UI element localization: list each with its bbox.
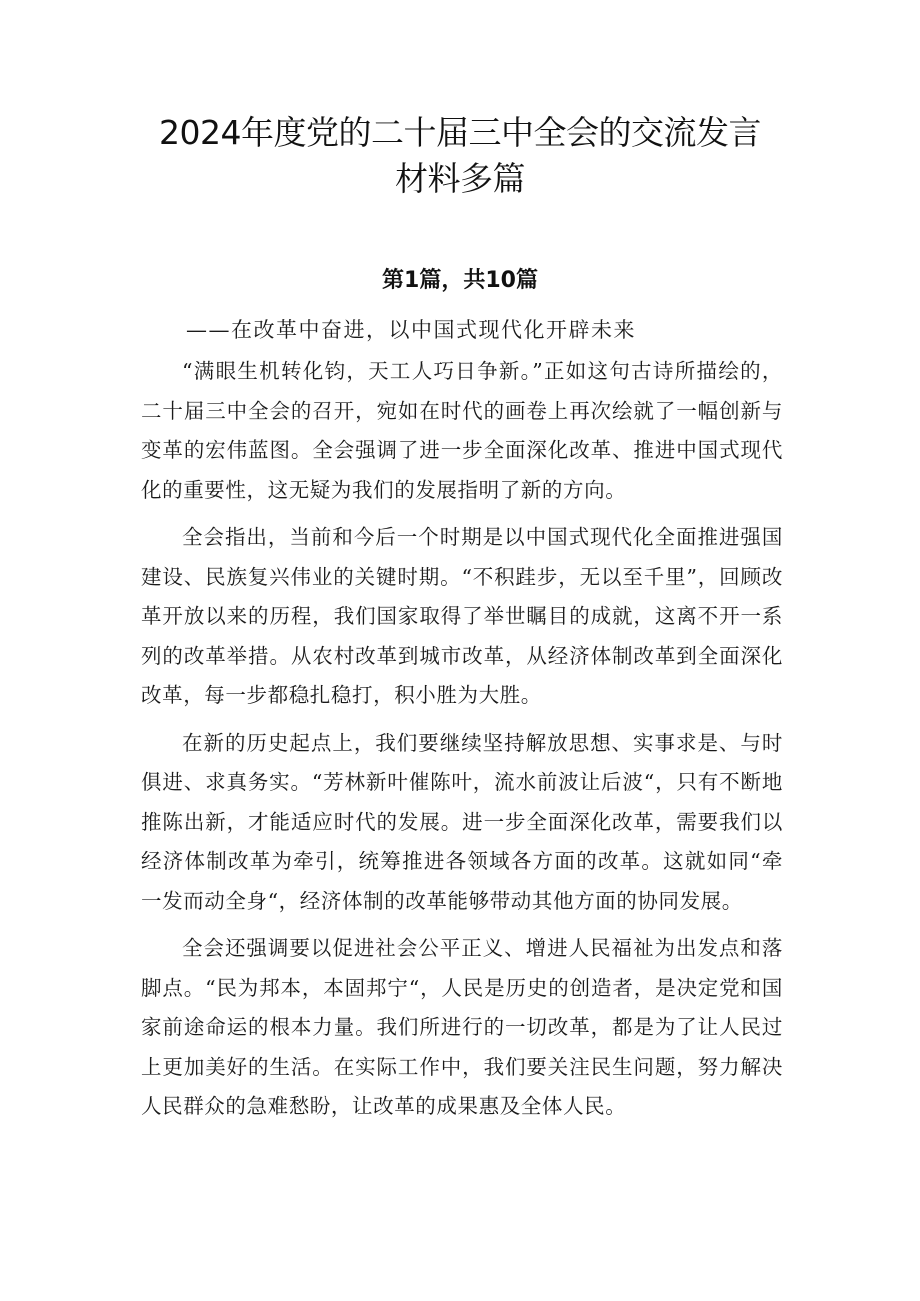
section-heading: 第1篇，共10篇 bbox=[382, 268, 538, 293]
body-text bbox=[141, 352, 783, 1135]
document-title-line-2: 材料多篇 bbox=[395, 159, 525, 198]
section-subtitle: ——在改革中奋进，以中国式现代化开辟未来 bbox=[186, 318, 636, 342]
paragraph-4: 全会还强调要以促进社会公平正义、增进人民福祉为出发点和落脚点。“民为邦本，本固邦宁“，人民是历史的创造者，是决定党和国家前途命运的根本力量。我们所进行的一切改革，都是为了让人民过上更加美好的生活。在实际工作中，我们要关注民生问题，努力解决人民群众的急难愁盼，让改革的成果惠及全体人民。 bbox=[141, 936, 783, 1118]
paragraph-1: “满眼生机转化钧，天工人巧日争新。”正如这句古诗所描绘的，二十届三中全会的召开，宛如在时代的画卷上再次绘就了一幅创新与变革的宏伟蓝图。全会强调了进一步全面深化改革、推进中国式现代化的重要性，这无疑为我们的发展指明了新的方向。 bbox=[141, 359, 783, 502]
document-title-line-1: 2024年度党的二十届三中全会的交流发言 bbox=[159, 113, 761, 152]
document-title bbox=[100, 110, 820, 202]
paragraph-3: 在新的历史起点上，我们要继续坚持解放思想、实事求是、与时俱进、求真务实。“芳林新叶催陈叶，流水前波让后波“，只有不断地推陈出新，才能适应时代的发展。进一步全面深化改革，需要我们以经济体制改革为牵引，统筹推进各领域各方面的改革。这就如同“牵一发而动全身“，经济体制的改革能够带动其他方面的协同发展。 bbox=[141, 730, 783, 913]
paragraph-2: 全会指出，当前和今后一个时期是以中国式现代化全面推进强国建设、民族复兴伟业的关键时期。“不积跬步，无以至千里”，回顾改革开放以来的历程，我们国家取得了举世瞩目的成就，这离不开一系列的改革举措。从农村改革到城市改革，从经济体制改革到全面深化改革，每一步都稳扎稳打，积小胜为大胜。 bbox=[141, 525, 783, 707]
